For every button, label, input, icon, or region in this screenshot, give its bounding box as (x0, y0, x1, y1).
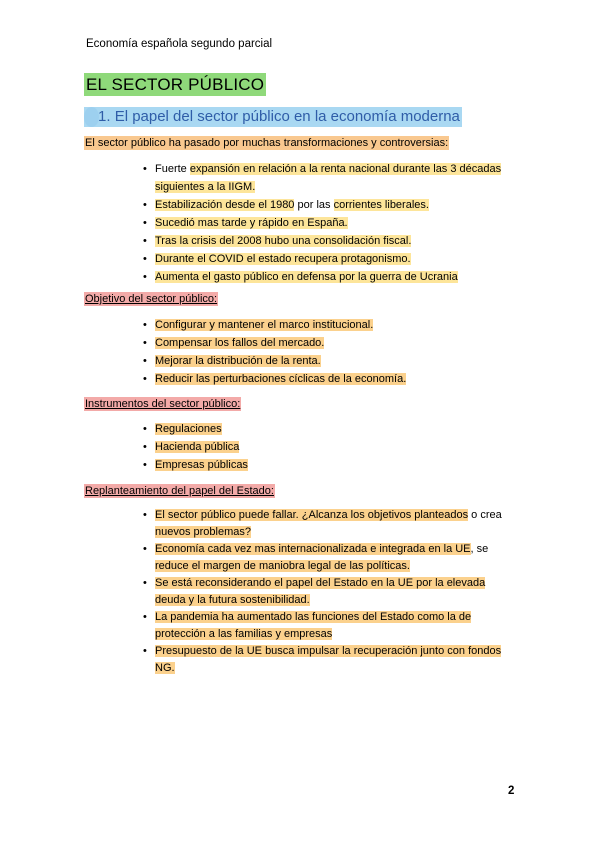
highlighted-text: NG. (155, 662, 175, 674)
bullet: • (143, 163, 147, 175)
bullet: • (143, 199, 147, 211)
highlighted-text: Estabilización desde el 1980 (155, 199, 295, 211)
highlighted-text: Compensar los fallos del mercado. (155, 337, 325, 349)
highlighted-text: siguientes a la IIGM. (155, 181, 256, 193)
highlighted-text: Empresas públicas (155, 459, 248, 471)
list-item (0, 609, 515, 626)
highlighted-text: Configurar y mantener el marco institucional. (155, 319, 374, 331)
bullet: • (143, 373, 147, 385)
replanteamiento-label: Replanteamiento del papel del Estado: (85, 485, 274, 497)
page-number: 2 (508, 785, 515, 797)
highlighted-text: La pandemia ha aumentado las funciones del Estado como la de (155, 611, 472, 623)
highlighted-text: expansión en relación a la renta nacional durante las 3 décadas (189, 163, 502, 175)
highlighted-text: Tras la crisis del 2008 hubo una consolidación fiscal. (155, 235, 412, 247)
highlighted-text: Presupuesto de la UE busca impulsar la recuperación junto con fondos (155, 645, 502, 657)
rethinking-list (0, 507, 599, 677)
list-item-text: , se (470, 543, 489, 555)
list-item-continuation (0, 660, 515, 677)
list-item (0, 352, 599, 370)
highlighted-text: ¿Alcanza los objetivos planteados (298, 509, 469, 521)
bullet: • (143, 337, 147, 349)
list-item (0, 370, 599, 388)
bullet: • (143, 611, 147, 623)
section-heading (84, 107, 462, 127)
bullet: • (143, 577, 147, 589)
list-item (0, 334, 599, 352)
list-item-continuation (0, 626, 515, 643)
objetivo-label: Objetivo del sector público: (85, 293, 218, 305)
highlighted-text: Hacienda pública (155, 441, 240, 453)
bullet: • (143, 235, 147, 247)
list-item (0, 438, 599, 456)
list-item (0, 456, 599, 474)
list-item (0, 541, 515, 558)
list-item-text: o crea (468, 509, 502, 521)
highlighted-text: Regulaciones (155, 423, 222, 435)
list-item-text: Fuerte (155, 163, 190, 175)
highlighted-text: Durante el COVID el estado recupera protagonismo. (155, 253, 411, 265)
list-item (0, 268, 599, 286)
list-item-continuation (0, 592, 515, 609)
instruments-list (0, 420, 599, 474)
section-number: 1. (98, 108, 111, 125)
bullet: • (143, 645, 147, 657)
bullet: • (143, 459, 147, 471)
section-title: El papel del sector público en la economía moderna (114, 108, 460, 125)
list-item-text: por las (294, 199, 334, 211)
highlighted-text: Sucedió mas tarde y rápido en España. (155, 217, 348, 229)
highlighted-text: Economía cada vez mas internacionalizada e integrada en la UE (155, 543, 471, 555)
highlighted-text: reduce el margen de maniobra legal de las políticas. (155, 560, 410, 572)
highlighted-text: Reducir las perturbaciones cíclicas de la economía. (155, 373, 407, 385)
header-note: Economía española segundo parcial (86, 38, 273, 50)
highlighted-text: El sector público puede fallar. (155, 509, 299, 521)
bullet: • (143, 423, 147, 435)
objectives-list (0, 316, 599, 388)
highlighted-text: Mejorar la distribución de la renta. (155, 355, 321, 367)
bullet: • (143, 271, 147, 283)
highlighted-text: Se está reconsiderando el papel del Estado en la UE por la elevada (155, 577, 486, 589)
page-title: EL SECTOR PÚBLICO (86, 75, 265, 94)
bullet: • (143, 441, 147, 453)
list-item-continuation (0, 178, 599, 196)
list-item (0, 420, 599, 438)
highlighted-text: deuda y la futura sostenibilidad. (155, 594, 310, 606)
list-item (0, 160, 599, 178)
list-item (0, 250, 599, 268)
bullet: • (143, 355, 147, 367)
bullet: • (143, 217, 147, 229)
bullet: • (143, 509, 147, 521)
list-item (0, 643, 515, 660)
list-item (0, 232, 599, 250)
list-item (0, 214, 599, 232)
transformations-list (0, 160, 599, 286)
highlighted-text: protección a las familias y empresas (155, 628, 333, 640)
intro-text: El sector público ha pasado por muchas transformaciones y controversias: (85, 137, 449, 149)
list-item (0, 316, 599, 334)
section-number-marker (84, 107, 99, 127)
highlighted-text: nuevos problemas? (155, 526, 252, 538)
list-item-continuation (0, 524, 515, 541)
list-item (0, 507, 515, 524)
list-item-continuation (0, 558, 515, 575)
bullet: • (143, 319, 147, 331)
list-item (0, 575, 515, 592)
instrumentos-label: Instrumentos del sector público: (85, 398, 241, 410)
bullet: • (143, 253, 147, 265)
highlighted-text: Aumenta el gasto público en defensa por la guerra de Ucrania (155, 271, 458, 283)
bullet: • (143, 543, 147, 555)
highlighted-text: corrientes liberales. (333, 199, 429, 211)
list-item (0, 196, 599, 214)
